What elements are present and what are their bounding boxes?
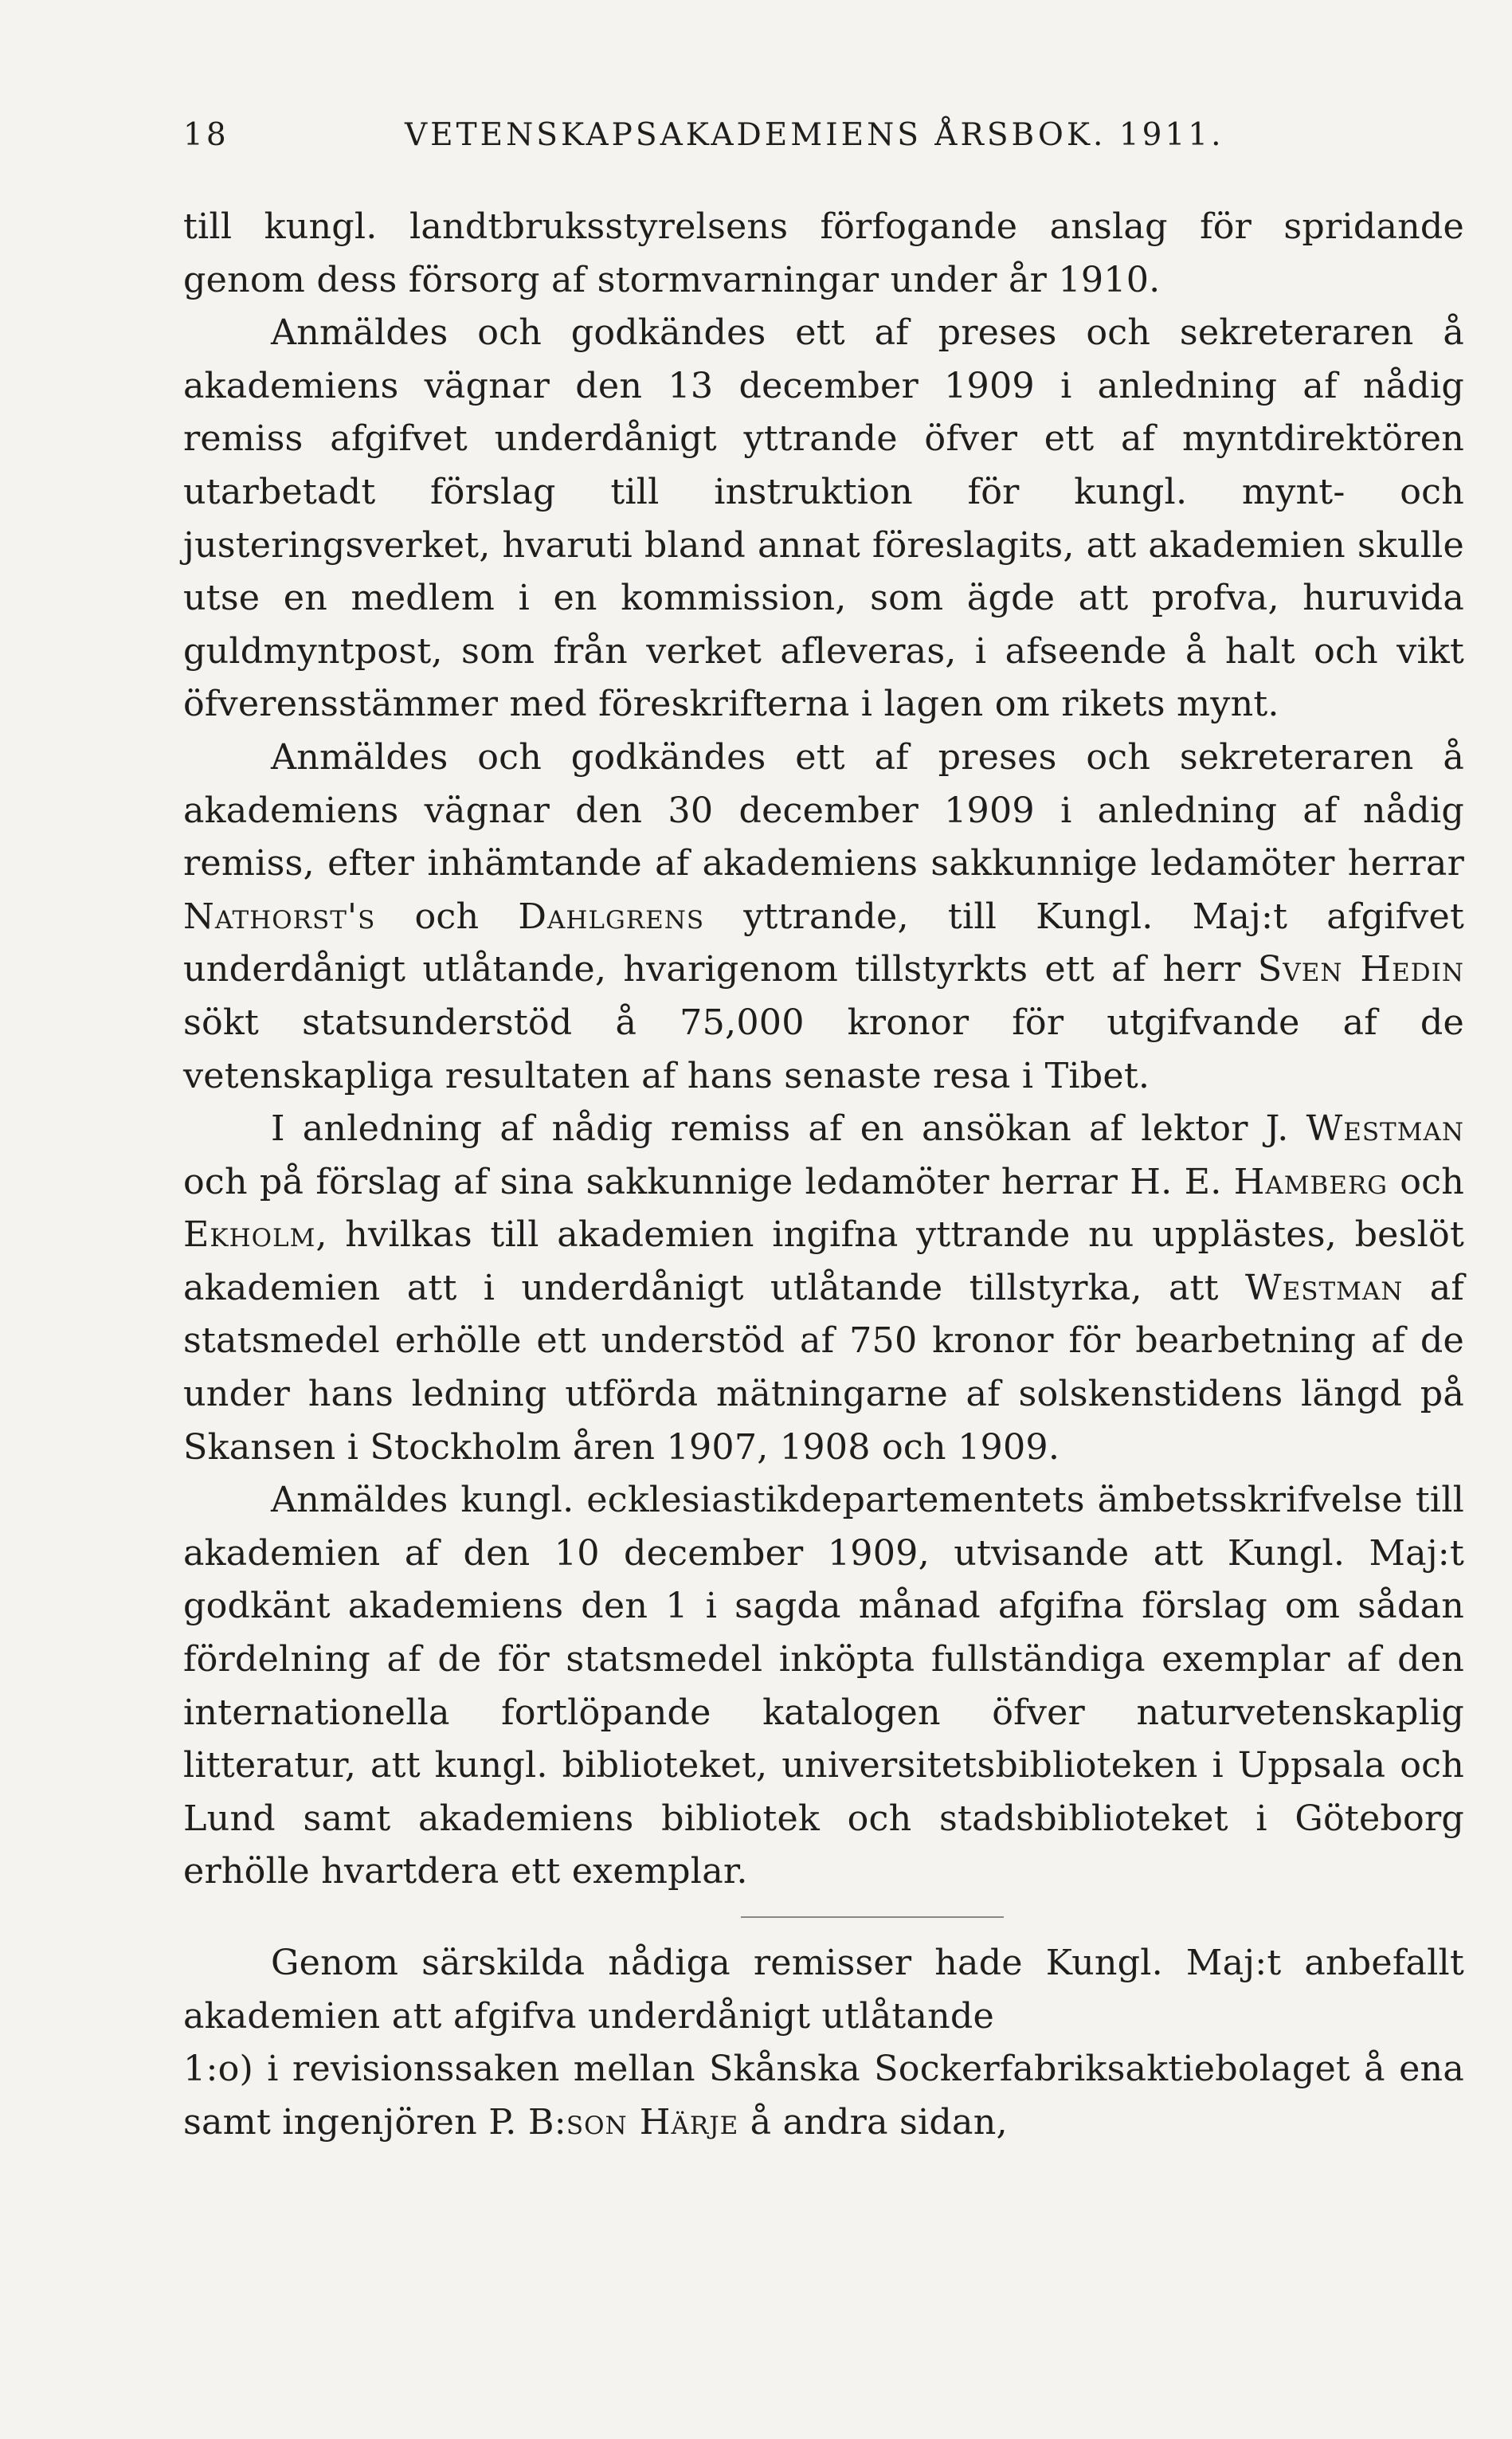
paragraph-1: till kungl. landtbruksstyrelsens förfogande anslag för spridande genom dess försorg af stormvarningar under år 1910. <box>183 206 1464 300</box>
paragraph-2: Anmäldes och godkändes ett af preses och sekreteraren å akademiens vägnar den 13 december 1909 i anledning af nådig remiss afgifvet underdånigt yttrande öfver ett af myntdirektören utarbetadt förslag till instruktion för kungl. mynt- och justeringsverket, hvaruti bland annat föreslagits, att akademien skulle utse en medlem i en kommission, som ägde att profva, huruvida guldmyntpost, som från verket afleveras, i afseende å halt och vikt öfverensstämmer med föreskrifterna i lagen om rikets mynt. <box>183 312 1464 725</box>
paragraph-4 <box>183 1103 1464 1474</box>
body-text <box>183 201 1464 2149</box>
section-divider <box>741 1916 1004 1918</box>
running-title: VETENSKAPSAKADEMIENS ÅRSBOK. 1911. <box>405 117 1224 153</box>
paragraph-3-text-a: Anmäldes och godkändes ett af preses och sekreteraren å akademiens vägnar den 30 december 1909 i anledning af nådig remiss, efter inhämtande af akademiens sakkunnige ledamöter herrar <box>183 736 1464 884</box>
running-head <box>183 104 1464 167</box>
paragraph-6: Genom särskilda nådiga remisser hade Kungl. Maj:t anbefallt akademien att afgifva underdånigt utlåtande <box>183 1943 1464 2037</box>
paragraph-7-text-a: 1:o) i revisionssaken mellan Skånska Sockerfabriksaktiebolaget å ena samt ingenjören P. B: <box>183 2049 1464 2143</box>
paragraph-7 <box>183 2043 1464 2149</box>
book-page <box>183 104 1464 2149</box>
paragraph-5: Anmäldes kungl. ecklesiastikdepartementets ämbetsskrifvelse till akademien af den 10 december 1909, utvisande att Kungl. Maj:t godkänt akademiens den 1 i sagda månad afgifna förslag om sådan fördelning af de för statsmedel inköpta fullständiga exemplar af den internationella fortlöpande katalogen öfver naturvetenskaplig litteratur, att kungl. biblioteket, universitetsbiblioteken i Uppsala och Lund samt akademiens bibliotek och stadsbiblioteket i Göteborg erhölle hvartdera ett exemplar. <box>183 1480 1464 1892</box>
person-name-nathorst: Nathorst's <box>183 896 376 937</box>
page-number: 18 <box>183 117 229 153</box>
paragraph-3-text-b: och <box>375 896 519 937</box>
person-name-harje: son Härje <box>566 2101 739 2143</box>
paragraph-3 <box>183 731 1464 1103</box>
paragraph-3-text-c: yttrande, till Kungl. Maj:t afgifvet underdånigt utlåtande, hvarigenom tillstyrkts ett af herr <box>183 896 1464 990</box>
person-name-westman-2: Westman <box>1244 1267 1404 1308</box>
paragraph-4-text-a: I anledning af nådig remiss af en ansökan af lektor J. <box>271 1108 1306 1150</box>
paragraph-7-text-b: å andra sidan, <box>738 2101 1008 2143</box>
person-name-hamberg: Hamberg <box>1233 1161 1389 1202</box>
paragraph-4-text-c: och <box>1388 1161 1464 1202</box>
person-name-dahlgren: Dahlgrens <box>518 896 705 937</box>
person-name-ekholm: Ekholm <box>183 1214 316 1256</box>
person-name-sven-hedin: Sven Hedin <box>1257 949 1464 990</box>
person-name-westman: Westman <box>1306 1108 1464 1150</box>
paragraph-3-text-d: sökt statsunderstöd å 75,000 kronor för utgifvande af de vetenskapliga resultaten af hans senaste resa i Tibet. <box>183 1002 1464 1096</box>
paragraph-4-text-d: , hvilkas till akademien ingifna yttrande nu upplästes, beslöt akademien att i underdånigt utlåtande tillstyrka, att <box>183 1214 1464 1308</box>
paragraph-4-text-b: och på förslag af sina sakkunnige ledamöter herrar H. E. <box>183 1161 1234 1202</box>
paragraph-4-text-e: af statsmedel erhölle ett understöd af 750 kronor för bearbetning af de under hans ledning utförda mätningarne af solskenstidens längd på Skansen i Stockholm åren 1907, 1908 och 1909. <box>183 1267 1464 1468</box>
